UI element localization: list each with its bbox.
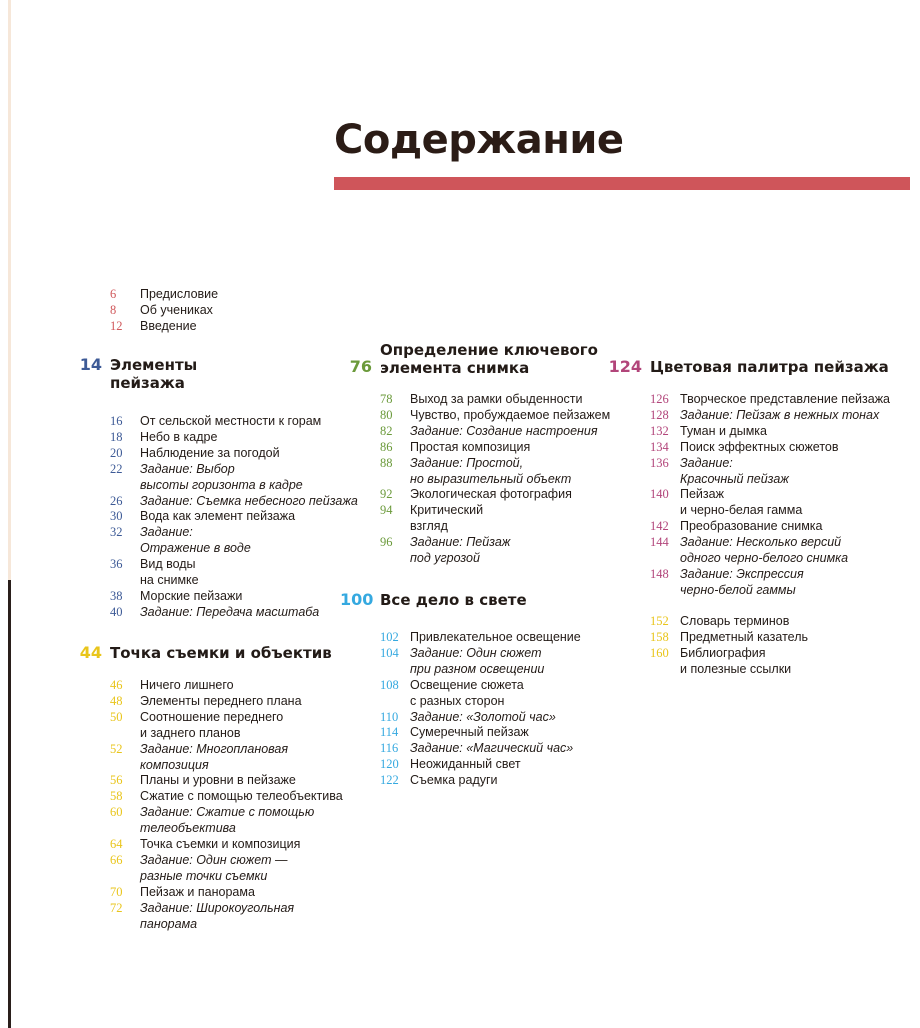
toc-entry (380, 710, 581, 726)
entry-title: Задание: Отражение в воде (140, 525, 251, 556)
page-number: 140 (650, 487, 669, 502)
entry-title: Вид воды на снимке (140, 557, 199, 588)
entry-title: Критический взгляд (410, 503, 484, 534)
entry-title: Туман и дымка (680, 423, 767, 438)
toc-entry (110, 605, 358, 621)
section-100-title: Все дело в свете (380, 591, 527, 609)
page-number: 102 (380, 630, 399, 644)
toc-entry (110, 805, 343, 837)
toc-entry (110, 853, 343, 885)
entry-title: Задание: Один сюжет — разные точки съемки (140, 852, 288, 883)
page-number: 22 (110, 461, 123, 476)
page-number: 26 (110, 493, 123, 508)
page-number: 38 (110, 588, 123, 603)
toc-entry (110, 494, 358, 510)
entry-title: Задание: Передача масштаба (140, 604, 320, 619)
entry-title: Сжатие с помощью телеобъектива (140, 789, 343, 804)
page-number: 36 (110, 557, 123, 572)
section-100-entries (380, 630, 581, 789)
page-number: 136 (650, 455, 669, 470)
entry-title: Небо в кадре (140, 429, 218, 444)
entry-title: Задание: «Золотой час» (410, 709, 556, 724)
entry-title: Планы и уровни в пейзаже (140, 773, 296, 788)
section-76-heading (348, 341, 598, 377)
page-number: 66 (110, 852, 123, 867)
spine-bottom (8, 580, 11, 1028)
page-number: 16 (110, 414, 123, 428)
entry-title: Вода как элемент пейзажа (140, 509, 296, 524)
entry-title: Ничего лишнего (140, 678, 234, 692)
toc-entry (110, 710, 343, 742)
page-number: 158 (650, 629, 669, 644)
entry-title: Чувство, пробуждаемое пейзажем (410, 407, 611, 422)
page-number: 142 (650, 519, 669, 534)
page-number: 50 (110, 709, 123, 724)
entry-title: Морские пейзажи (140, 588, 243, 603)
toc-entry (380, 757, 581, 773)
entry-title: Об учениках (140, 302, 213, 317)
page-number: 132 (650, 423, 669, 438)
toc-entry (650, 440, 890, 456)
page-number: 148 (650, 566, 669, 581)
entry-title: Поиск эффектных сюжетов (680, 439, 839, 454)
entry-title: Задание: Широкоугольная панорама (140, 900, 295, 931)
toc-entry (380, 725, 581, 741)
intro-list (110, 287, 218, 335)
toc-entry (380, 535, 610, 567)
section-14-number: 14 (79, 355, 102, 374)
section-44-title: Точка съемки и объектив (110, 644, 332, 662)
toc-entry (650, 519, 890, 535)
page-number: 30 (110, 509, 123, 524)
section-14-heading (78, 356, 197, 392)
entry-title: Съемка радуги (410, 773, 498, 788)
toc-entry (110, 509, 358, 525)
entry-title: Введение (140, 318, 197, 333)
toc-entry (650, 424, 890, 440)
entry-title: Задание: Красочный пейзаж (680, 455, 789, 486)
section-14-entries (110, 414, 358, 621)
page-number: 134 (650, 439, 669, 454)
entry-title: Задание: «Магический час» (410, 741, 574, 756)
toc-entry (110, 885, 343, 901)
entry-title: Сумеречный пейзаж (410, 725, 529, 740)
page-number: 6 (110, 287, 117, 301)
page-number: 144 (650, 535, 669, 550)
page-number: 82 (380, 423, 393, 438)
section-76-number: 76 (349, 357, 372, 376)
entry-title: Пейзаж и черно-белая гамма (680, 487, 803, 518)
toc-entry (650, 567, 890, 599)
toc-entry (650, 456, 890, 488)
toc-entry (110, 901, 343, 933)
section-124-entries (650, 392, 890, 599)
page-number: 126 (650, 392, 669, 406)
entry-title: Творческое представление пейзажа (680, 392, 891, 406)
entry-title: Пейзаж и панорама (140, 884, 255, 899)
toc-entry (650, 646, 808, 678)
toc-entry (380, 440, 610, 456)
toc-entry (110, 678, 343, 694)
entry-title: Экологическая фотография (410, 487, 572, 502)
toc-entry (380, 646, 581, 678)
toc-entry (110, 837, 343, 853)
page-number: 116 (380, 741, 399, 756)
section-44-entries (110, 678, 343, 933)
page-number: 12 (110, 318, 123, 333)
entry-title: Неожиданный свет (410, 757, 521, 772)
page-number: 114 (380, 725, 399, 740)
toc-entry (110, 694, 343, 710)
page-number: 70 (110, 884, 123, 899)
toc-entry (650, 535, 890, 567)
toc-entry (380, 392, 610, 408)
toc-entry (110, 589, 358, 605)
entry-title: Задание: Несколько версий одного черно-белого снимка (680, 535, 849, 566)
section-124-number: 124 (608, 357, 642, 376)
toc-entry (650, 487, 890, 519)
page-number: 92 (380, 487, 393, 502)
entry-title: Выход за рамки обыденности (410, 392, 583, 406)
entry-title: Задание: Многоплановая композиция (140, 741, 289, 772)
page-number: 78 (380, 392, 393, 406)
section-76-title: Определение ключевого элемента снимка (380, 341, 598, 377)
page-number: 32 (110, 525, 123, 540)
toc-entry (380, 424, 610, 440)
section-124-title: Цветовая палитра пейзажа (650, 358, 889, 376)
page-spine (8, 0, 11, 1028)
page-number: 52 (110, 741, 123, 756)
toc-entry (110, 319, 218, 335)
toc-entry (110, 303, 218, 319)
page-number: 128 (650, 407, 669, 422)
page-number: 48 (110, 693, 123, 708)
toc-entry (650, 392, 890, 408)
page-number: 104 (380, 645, 399, 660)
entry-title: Задание: Сжатие с помощью телеобъектива (140, 805, 315, 836)
appendix-list (650, 614, 808, 678)
page-number: 56 (110, 773, 123, 788)
page-number: 96 (380, 535, 393, 550)
page-number: 60 (110, 805, 123, 820)
toc-entry (380, 773, 581, 789)
title-accent-bar (334, 177, 910, 190)
page-number: 72 (110, 900, 123, 915)
section-44-heading (78, 644, 332, 662)
toc-entry (380, 456, 610, 488)
entry-title: От сельской местности к горам (140, 414, 322, 428)
toc-entry (110, 446, 358, 462)
toc-entry (110, 430, 358, 446)
entry-title: Привлекательное освещение (410, 630, 581, 644)
page-number: 94 (380, 503, 393, 518)
toc-entry (650, 408, 890, 424)
page-number: 152 (650, 614, 669, 628)
toc-entry (110, 773, 343, 789)
section-76-entries (380, 392, 610, 567)
toc-entry (110, 462, 358, 494)
toc-entry (110, 525, 358, 557)
entry-title: Задание: Экспрессия черно-белой гаммы (680, 566, 804, 597)
entry-title: Задание: Создание настроения (410, 423, 598, 438)
entry-title: Освещение сюжета с разных сторон (410, 677, 524, 708)
entry-title: Задание: Пейзаж в нежных тонах (680, 407, 880, 422)
section-124-heading (608, 358, 889, 376)
toc-entry (380, 503, 610, 535)
entry-title: Преобразование снимка (680, 519, 823, 534)
entry-title: Предисловие (140, 287, 219, 301)
spine-top (8, 0, 11, 580)
page-number: 86 (380, 439, 393, 454)
entry-title: Наблюдение за погодой (140, 445, 280, 460)
entry-title: Соотношение переднего и заднего планов (140, 709, 284, 740)
page-number: 108 (380, 677, 399, 692)
entry-title: Предметный казатель (680, 629, 808, 644)
page-number: 160 (650, 645, 669, 660)
page-number: 110 (380, 709, 399, 724)
entry-title: Задание: Простой, но выразительный объект (410, 455, 572, 486)
page-number: 122 (380, 773, 399, 788)
toc-entry (110, 557, 358, 589)
toc-entry (380, 408, 610, 424)
entry-title: Элементы переднего плана (140, 693, 302, 708)
page-title: Содержание (334, 117, 624, 163)
page-number: 58 (110, 789, 123, 804)
entry-title: Библиография и полезные ссылки (680, 645, 792, 676)
page-number: 20 (110, 445, 123, 460)
page-number: 8 (110, 302, 117, 317)
page-number: 88 (380, 455, 393, 470)
page-number: 64 (110, 837, 123, 852)
entry-title: Задание: Пейзаж под угрозой (410, 535, 511, 566)
page-number: 40 (110, 604, 123, 619)
toc-entry (650, 630, 808, 646)
entry-title: Задание: Выбор высоты горизонта в кадре (140, 461, 303, 492)
entry-title: Точка съемки и композиция (140, 837, 301, 852)
section-100-heading (340, 591, 527, 609)
toc-entry (380, 630, 581, 646)
toc-entry (380, 487, 610, 503)
toc-entry (110, 742, 343, 774)
entry-title: Задание: Съемка небесного пейзажа (140, 493, 358, 508)
page-number: 18 (110, 429, 123, 444)
section-14-title: Элементы пейзажа (110, 356, 198, 392)
entry-title: Простая композиция (410, 439, 531, 454)
toc-entry (110, 287, 218, 303)
page-number: 120 (380, 757, 399, 772)
page-number: 80 (380, 407, 393, 422)
toc-entry (110, 414, 358, 430)
section-44-number: 44 (79, 643, 102, 662)
toc-entry (380, 741, 581, 757)
toc-entry (380, 678, 581, 710)
page-number: 46 (110, 678, 123, 692)
toc-entry (110, 789, 343, 805)
section-100-number: 100 (340, 590, 374, 609)
entry-title: Словарь терминов (680, 614, 790, 628)
toc-entry (650, 614, 808, 630)
entry-title: Задание: Один сюжет при разном освещении (410, 645, 545, 676)
